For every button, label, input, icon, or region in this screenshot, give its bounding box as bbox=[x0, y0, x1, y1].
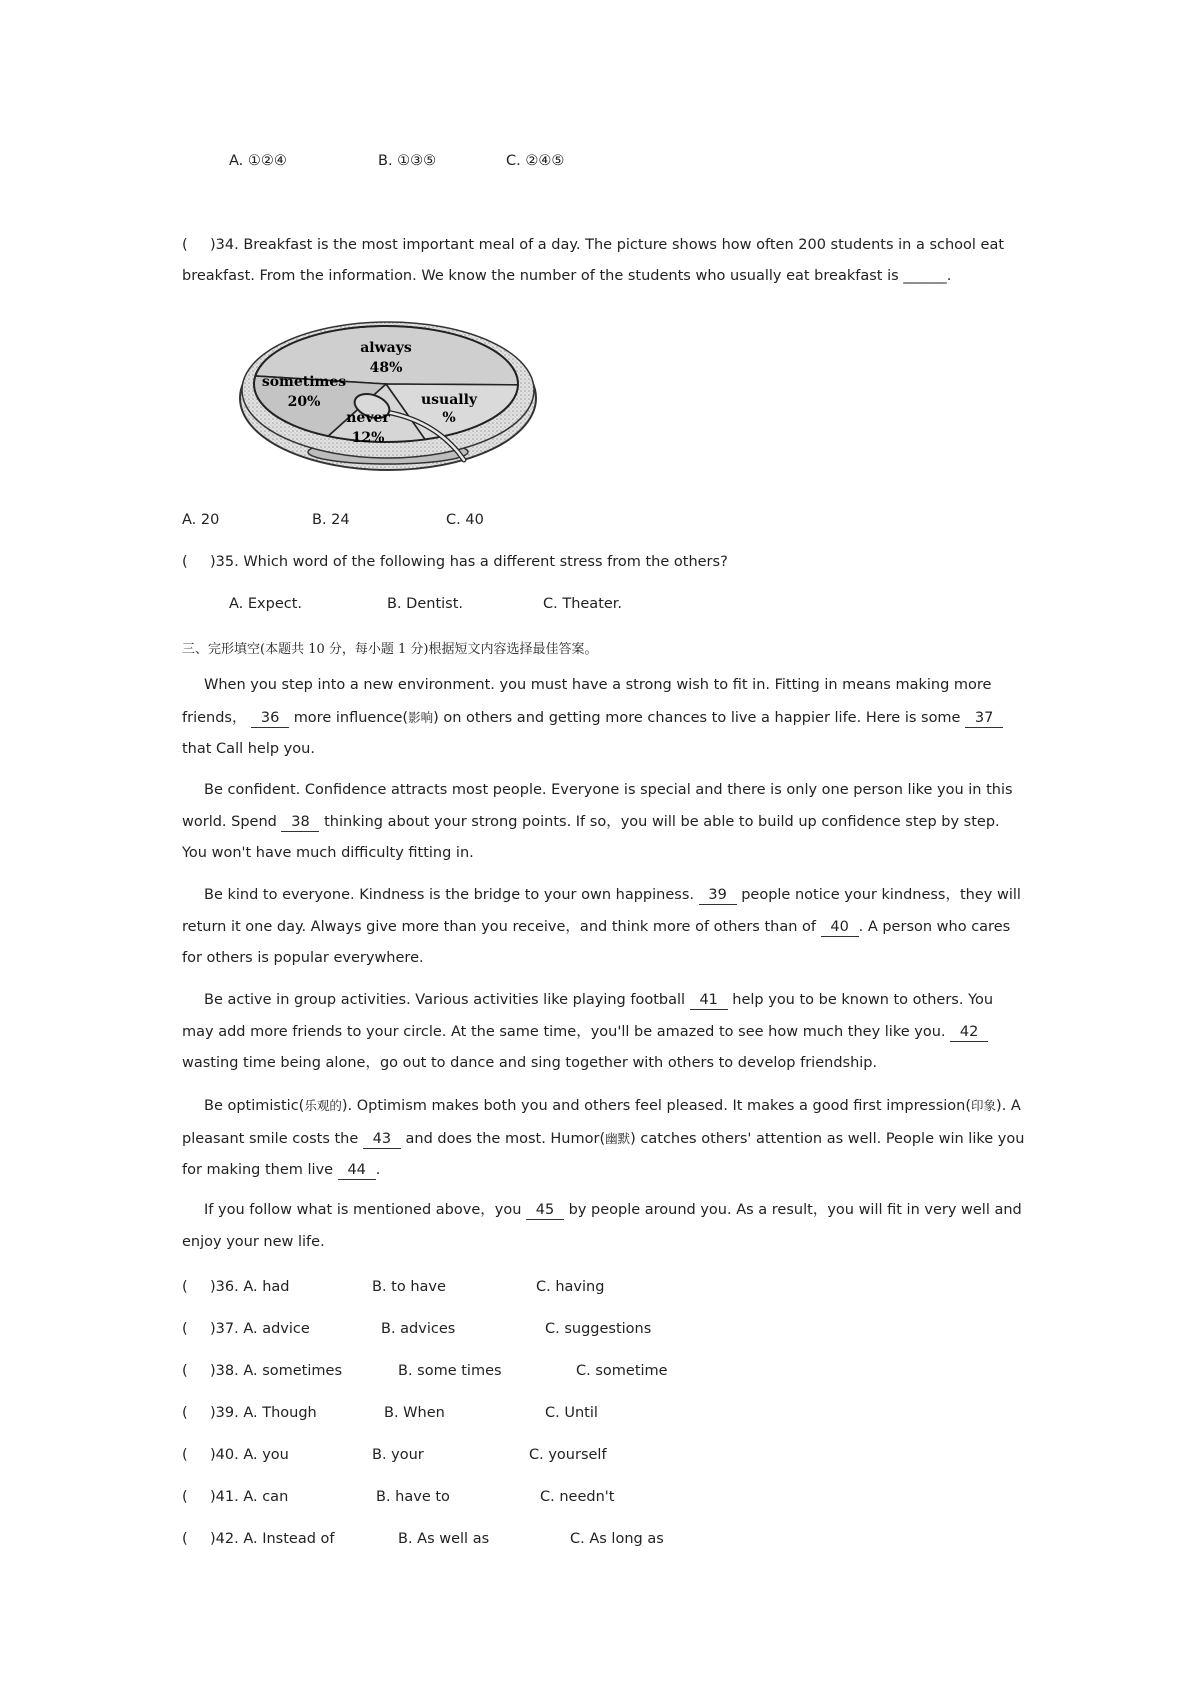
blank-40: 40 bbox=[821, 918, 859, 937]
label-sometimes: sometimes bbox=[261, 374, 347, 390]
q37-option-c: C. suggestions bbox=[545, 1321, 652, 1337]
q35-line: ( )35. Which word of the following has a different stress from the others? bbox=[182, 554, 728, 570]
q36-option-b: B. to have bbox=[372, 1279, 446, 1295]
blank-36: 36 bbox=[251, 709, 289, 728]
blank-41: 41 bbox=[690, 991, 728, 1010]
q38-option-b: B. some times bbox=[398, 1363, 502, 1379]
passage-paragraph-5: Be optimistic(乐观的). Optimism makes both you and others feel pleased. It makes a good first impression(印象). A pleasant smile costs the 43 and does the most. Humor(幽默) catches others' attention as well. People win like you for making them live 44 . bbox=[182, 1098, 1025, 1178]
blank-42: 42 bbox=[950, 1023, 988, 1042]
blank-38: 38 bbox=[281, 813, 319, 832]
q37-option-b: B. advices bbox=[381, 1321, 456, 1337]
q34-option-c: C. 40 bbox=[446, 512, 484, 528]
blank-45: 45 bbox=[526, 1201, 564, 1220]
q35-option-a: A. Expect. bbox=[229, 596, 303, 612]
breakfast-pie-chart bbox=[236, 302, 546, 487]
passage-paragraph-4: Be active in group activities. Various activities like playing football 41 help you to be known to others. You may add more friends to your circle. At the same time，you'll be amazed to see how much they like you. 42 wasting time being alone，go out to dance and sing together with others to develop friendship. bbox=[182, 992, 994, 1071]
q39-option-c: C. Until bbox=[545, 1405, 598, 1421]
question-42: ( )42. A. Instead of bbox=[182, 1531, 335, 1547]
question-37: ( )37. A. advice bbox=[182, 1321, 310, 1337]
question-36: ( )36. A. had bbox=[182, 1279, 290, 1295]
passage-paragraph-2: Be confident. Confidence attracts most people. Everyone is special and there is only one person like you in this world. Spend 38 thinking about your strong points. If so，you will be able to build up confidence step by step. You won't have much difficulty fitting in. bbox=[182, 782, 1013, 861]
label-usually-value: % bbox=[442, 410, 456, 426]
blank-43: 43 bbox=[363, 1130, 401, 1149]
question-39: ( )39. A. Though bbox=[182, 1405, 317, 1421]
q42-option-c: C. As long as bbox=[570, 1531, 664, 1547]
question-40: ( )40. A. you bbox=[182, 1447, 289, 1463]
q38-option-c: C. sometime bbox=[576, 1363, 668, 1379]
q36-option-c: C. having bbox=[536, 1279, 605, 1295]
q40-option-b: B. your bbox=[372, 1447, 424, 1463]
label-always: always bbox=[360, 340, 412, 356]
passage-paragraph-6: If you follow what is mentioned above，you 45 by people around you. As a result，you will fit in very well and enjoy your new life. bbox=[182, 1202, 1022, 1250]
q33-option-b: B. ①③⑤ bbox=[378, 153, 437, 169]
blank-44: 44 bbox=[338, 1161, 376, 1180]
q34-line-1: ( )34. Breakfast is the most important meal of a day. The picture shows how often 200 students in a school eat bbox=[182, 237, 1005, 253]
label-never-value: 12% bbox=[351, 430, 385, 446]
passage-paragraph-3: Be kind to everyone. Kindness is the bridge to your own happiness. 39 people notice your kindness，they will return it one day. Always give more than you receive，and think more of others than of 40 . A person who cares for others is popular everywhere. bbox=[182, 887, 1021, 966]
label-never: never bbox=[346, 410, 390, 426]
question-38: ( )38. A. sometimes bbox=[182, 1363, 342, 1379]
q35-option-b: B. Dentist. bbox=[387, 596, 464, 612]
label-always-value: 48% bbox=[369, 360, 403, 376]
label-sometimes-value: 20% bbox=[287, 394, 321, 410]
q41-option-b: B. have to bbox=[376, 1489, 450, 1505]
q41-option-c: C. needn't bbox=[540, 1489, 615, 1505]
q34-option-a: A. 20 bbox=[182, 512, 220, 528]
q39-option-b: B. When bbox=[384, 1405, 445, 1421]
q42-option-b: B. As well as bbox=[398, 1531, 490, 1547]
label-usually: usually bbox=[420, 392, 478, 408]
passage-paragraph-1: When you step into a new environment. you must have a strong wish to fit in. Fitting in means making more friends， 36 more influence(影响) on others and getting more chances to live a happier life. Here is some 37 that Call help you. bbox=[182, 670, 1027, 766]
q33-option-a: A. ①②④ bbox=[229, 153, 287, 169]
blank-37: 37 bbox=[965, 709, 1003, 728]
q33-option-c: C. ②④⑤ bbox=[506, 153, 565, 169]
blank-39: 39 bbox=[699, 886, 737, 905]
q40-option-c: C. yourself bbox=[529, 1447, 607, 1463]
question-41: ( )41. A. can bbox=[182, 1489, 289, 1505]
q35-option-c: C. Theater. bbox=[543, 596, 623, 612]
section-3-heading: 三、完形填空(本题共 10 分，每小题 1 分)根据短文内容选择最佳答案。 bbox=[182, 642, 598, 657]
q34-line-2: breakfast. From the information. We know the number of the students who usually eat breakfast is ______. bbox=[182, 268, 952, 284]
q34-option-b: B. 24 bbox=[312, 512, 350, 528]
